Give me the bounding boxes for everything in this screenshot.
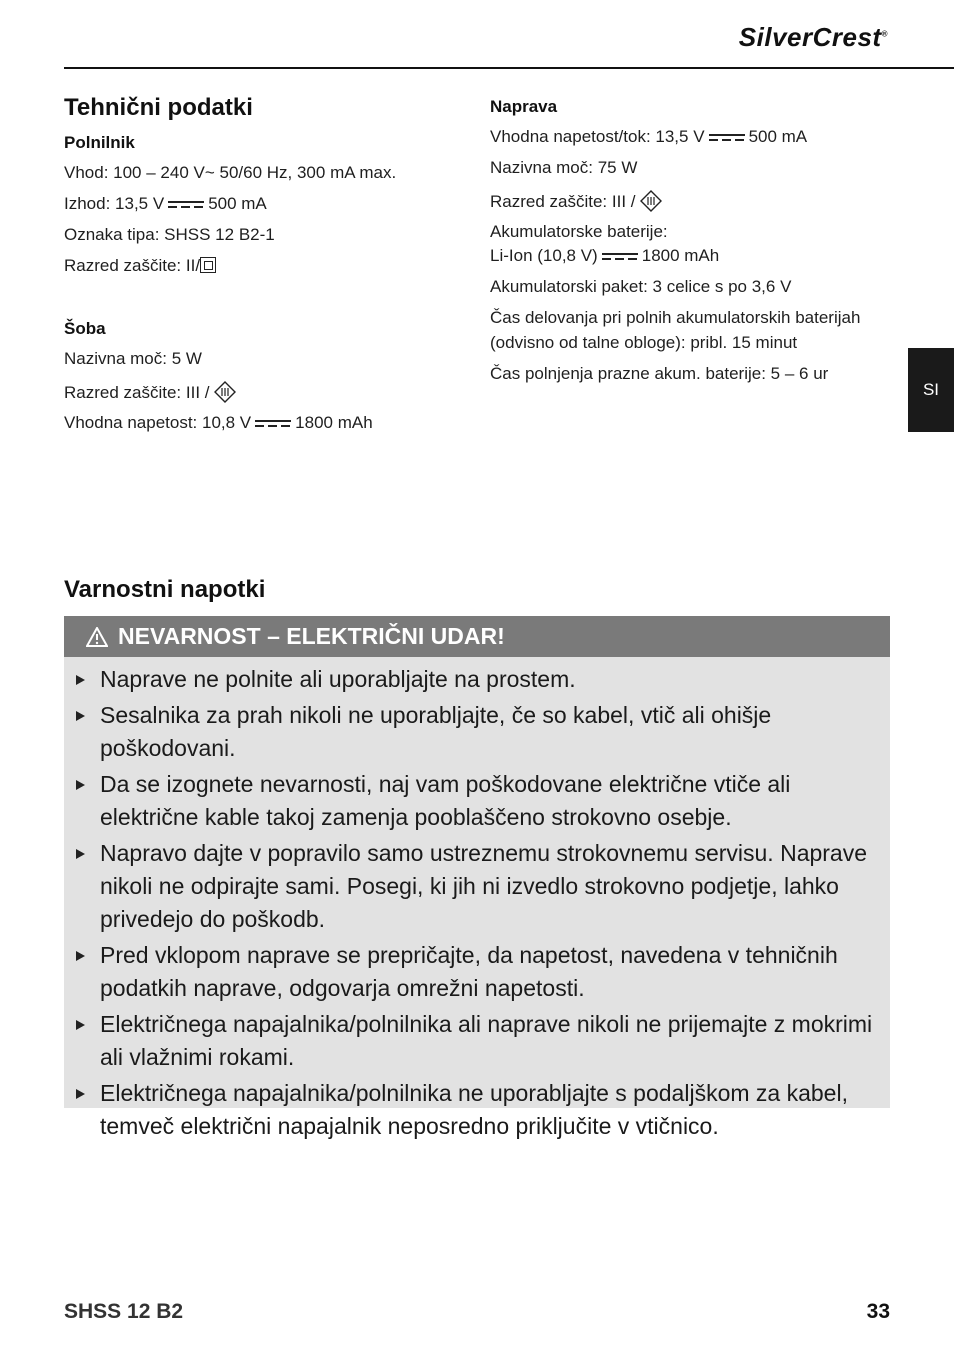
footer-model: SHSS 12 B2 xyxy=(64,1300,184,1323)
bullet-arrow-icon xyxy=(76,1089,85,1099)
nozzle-heading: Šoba xyxy=(64,319,106,338)
device-protection: Razred zaščite: III / xyxy=(490,190,662,212)
danger-list xyxy=(64,657,890,1143)
bullet-arrow-icon xyxy=(76,849,85,859)
bullet-arrow-icon xyxy=(76,675,85,685)
list-item: Sesalnika za prah nikoli ne uporabljajte, če so kabel, vtič ali ohišje poškodovani. xyxy=(64,699,874,765)
charger-type: Oznaka tipa: SHSS 12 B2-1 xyxy=(64,225,275,244)
protection-class-2-icon xyxy=(200,257,216,273)
list-item: Pred vklopom naprave se prepričajte, da napetost, navedena v tehničnih podatkih naprave, odgovarja omrežni napetosti. xyxy=(64,939,874,1005)
language-tab: SI xyxy=(908,348,954,432)
list-item: Naprave ne polnite ali uporabljajte na prostem. xyxy=(64,663,874,696)
device-power: Nazivna moč: 75 W xyxy=(490,158,638,177)
device-battery: Li-Ion (10,8 V) 1800 mAh xyxy=(490,246,720,265)
danger-header xyxy=(64,616,890,657)
list-item: Električnega napajalnika/polnilnika ne uporabljajte s podaljškom za kabel, temveč električni napajalnik neposredno priključite v vtičnico. xyxy=(64,1077,874,1143)
list-item: Električnega napajalnika/polnilnika ali naprave nikoli ne prijemajte z mokrimi ali vlažnimi rokami. xyxy=(64,1008,874,1074)
device-runtime-2: (odvisno od talne obloge): pribl. 15 minut xyxy=(490,333,798,352)
list-item: Da se izognete nevarnosti, naj vam poškodovane električne vtiče ali električne kable takoj zamenja pooblaščeno strokovno osebje. xyxy=(64,768,874,834)
bullet-arrow-icon xyxy=(76,711,85,721)
device-battery-label: Akumulatorske baterije: xyxy=(490,222,668,241)
protection-class-3-icon xyxy=(640,190,662,212)
danger-box xyxy=(64,616,890,1139)
device-input: Vhodna napetost/tok: 13,5 V 500 mA xyxy=(490,127,808,146)
list-item: Napravo dajte v popravilo samo ustreznemu strokovnemu servisu. Naprave nikoli ne odpirajte sami. Posegi, ki jih ni izvedlo strokovno podjetje, lahko privedejo do poškodb. xyxy=(64,837,874,936)
page-number: 33 xyxy=(866,1300,890,1323)
charger-input: Vhod: 100 – 240 V~ 50/60 Hz, 300 mA max. xyxy=(64,163,397,182)
charger-heading: Polnilnik xyxy=(64,133,135,152)
dc-symbol-icon xyxy=(255,419,291,429)
bullet-arrow-icon xyxy=(76,780,85,790)
protection-class-3-icon xyxy=(214,381,236,403)
device-runtime-1: Čas delovanja pri polnih akumulatorskih baterijah xyxy=(490,308,861,327)
bullet-arrow-icon xyxy=(76,1020,85,1030)
nozzle-protection: Razred zaščite: III / xyxy=(64,381,236,403)
nozzle-voltage: Vhodna napetost: 10,8 V 1800 mAh xyxy=(64,413,373,432)
bullet-arrow-icon xyxy=(76,951,85,961)
brand-logo: SilverCrest® xyxy=(738,22,888,52)
header-rule xyxy=(64,67,954,69)
dc-symbol-icon xyxy=(602,252,638,262)
charger-protection: Razred zaščite: II/ xyxy=(64,256,216,276)
device-charge-time: Čas polnjenja prazne akum. baterije: 5 – 6 ur xyxy=(490,364,829,383)
charger-output: Izhod: 13,5 V 500 mA xyxy=(64,194,267,213)
tech-title: Tehnični podatki xyxy=(64,94,253,121)
nozzle-power: Nazivna moč: 5 W xyxy=(64,349,202,368)
device-pack: Akumulatorski paket: 3 celice s po 3,6 V xyxy=(490,277,792,296)
warning-triangle-icon xyxy=(86,627,108,647)
device-heading: Naprava xyxy=(490,97,558,116)
dc-symbol-icon xyxy=(168,200,204,210)
dc-symbol-icon xyxy=(709,133,745,143)
danger-title: NEVARNOST – ELEKTRIČNI UDAR! xyxy=(118,623,505,649)
safety-title: Varnostni napotki xyxy=(64,576,266,603)
